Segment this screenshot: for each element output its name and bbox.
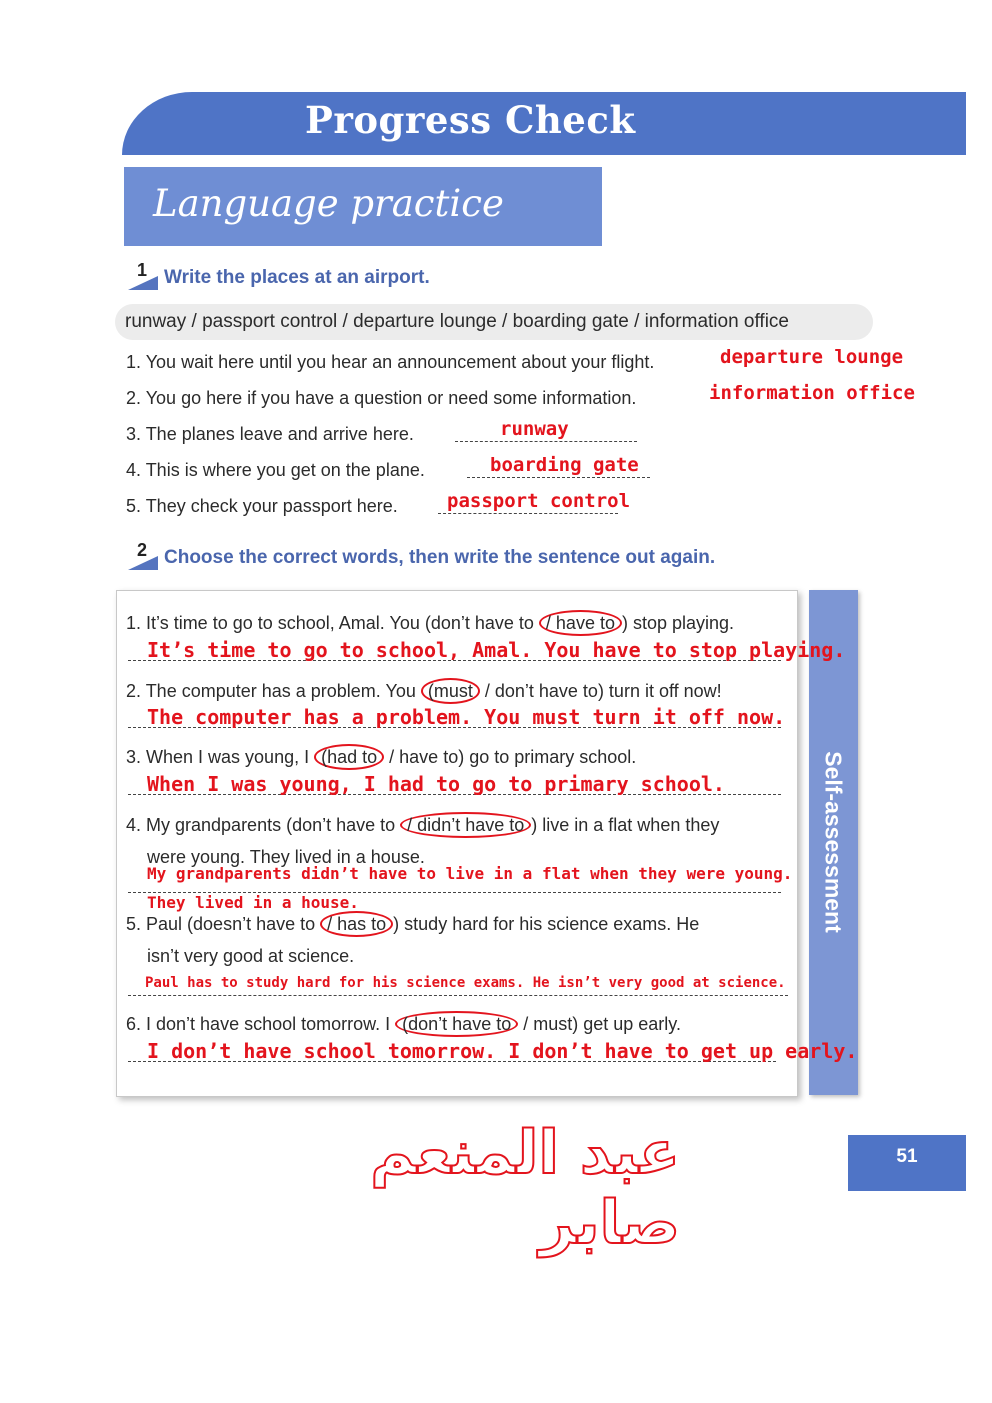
ex1-answer-2: information office bbox=[709, 382, 915, 404]
exercise-1-instruction: Write the places at an airport. bbox=[164, 267, 430, 288]
exercise-1-heading bbox=[128, 260, 430, 290]
ex1-question-4: 4. This is where you get on the plane. bbox=[126, 460, 425, 480]
ex2-answer-5: Paul has to study hard for his science exams. He isn’t very good at science. bbox=[145, 975, 786, 991]
ex2-answer-3: When I was young, I had to go to primary school. bbox=[147, 772, 725, 796]
circled-choice: / didn’t have to bbox=[400, 812, 531, 838]
ex2-answer-6: I don’t have school tomorrow. I don’t have to get up early. bbox=[147, 1039, 858, 1063]
exercise-2-instruction: Choose the correct words, then write the sentence out again. bbox=[164, 547, 716, 568]
side-label: Self-assessment bbox=[820, 751, 847, 933]
answer-line bbox=[438, 513, 618, 514]
ex1-answer-4: boarding gate bbox=[490, 454, 639, 476]
ex1-question-5: 5. They check your passport here. bbox=[126, 496, 398, 516]
ex1-question-2: 2. You go here if you have a question or need some information. bbox=[126, 388, 637, 408]
ex2-question-4: 4. My grandparents (don’t have to / didn’t have to ) live in a flat when they bbox=[126, 815, 719, 836]
page-number: 51 bbox=[848, 1135, 966, 1191]
exercise-number-icon: 2 bbox=[128, 546, 158, 570]
exercise-2-heading bbox=[128, 540, 716, 570]
ex1-answer-1: departure lounge bbox=[720, 346, 904, 368]
ex1-question-3: 3. The planes leave and arrive here. bbox=[126, 424, 414, 444]
ex2-question-5: 5. Paul (doesn’t have to / has to ) study hard for his science exams. He bbox=[126, 914, 699, 935]
ex2-question-3: 3. When I was young, I (had to / have to) go to primary school. bbox=[126, 747, 636, 768]
signature: عبد المنعم صابر bbox=[370, 1118, 680, 1258]
exercise-number-icon: 1 bbox=[128, 266, 158, 290]
ex1-answer-5: passport control bbox=[447, 490, 631, 512]
ex2-question-6: 6. I don’t have school tomorrow. I (don’t have to / must) get up early. bbox=[126, 1014, 681, 1035]
ex2-question-5-line2: isn’t very good at science. bbox=[147, 946, 355, 966]
ex2-answer-2: The computer has a problem. You must turn it off now. bbox=[147, 705, 786, 729]
answer-line bbox=[455, 441, 637, 442]
ex2-answer-4: My grandparents didn’t have to live in a flat when they were young. bbox=[147, 864, 793, 883]
page-title: Progress Check bbox=[305, 98, 636, 142]
circled-choice: (had to bbox=[314, 744, 384, 770]
circled-choice: / have to bbox=[539, 610, 622, 636]
circled-choice: (must bbox=[421, 678, 480, 704]
ex1-answer-3: runway bbox=[500, 418, 569, 440]
answer-line bbox=[467, 477, 650, 478]
circled-choice: / has to bbox=[320, 911, 393, 937]
ex2-question-1: 1. It’s time to go to school, Amal. You (don’t have to / have to ) stop playing. bbox=[126, 613, 734, 634]
ex1-question-1: 1. You wait here until you hear an announcement about your flight. bbox=[126, 352, 655, 372]
ex2-question-2: 2. The computer has a problem. You (must / don’t have to) turn it off now! bbox=[126, 681, 722, 702]
ex2-question-4-line2: were young. They lived in a house. bbox=[147, 847, 425, 867]
ex2-answer-1: It’s time to go to school, Amal. You have to stop playing. bbox=[147, 638, 846, 662]
section-title: Language practice bbox=[153, 182, 504, 225]
answer-line bbox=[128, 995, 788, 996]
word-bank: runway / passport control / departure lounge / boarding gate / information office bbox=[115, 304, 873, 340]
ex2-answer-4-line2: They lived in a house. bbox=[147, 893, 359, 912]
circled-choice: (don’t have to bbox=[395, 1011, 518, 1037]
